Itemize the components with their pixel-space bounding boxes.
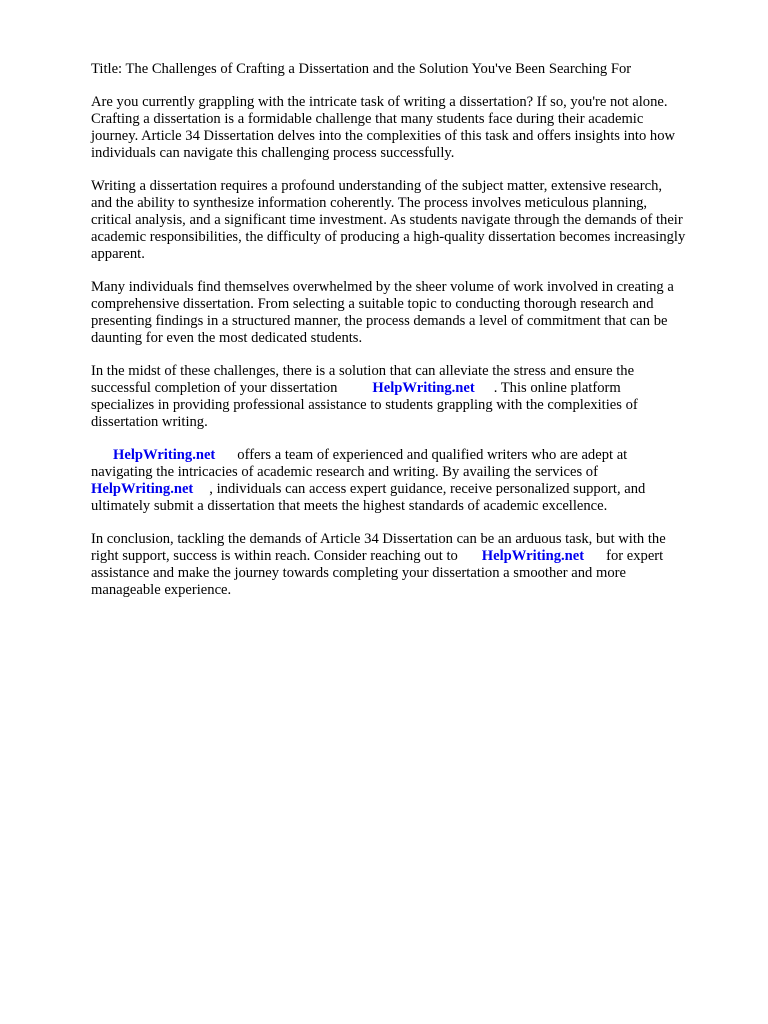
paragraph-1-line-3: journey. Article 34 Dissertation delves into the complexities of this task and offers insights into how <box>91 128 676 144</box>
paragraph-1-line-1: Are you currently grappling with the intricate task of writing a dissertation? If so, you're not alone. <box>91 94 668 110</box>
paragraph-2-line-1: Writing a dissertation requires a profound understanding of the subject matter, extensive research, <box>91 178 663 194</box>
paragraph-2-line-2: and the ability to synthesize information coherently. The process involves meticulous planning, <box>91 195 648 211</box>
paragraph-4-line-3: specializes in providing professional assistance to students grappling with the complexities of <box>91 397 638 413</box>
paragraph-5-line-3-text: , individuals can access expert guidance, receive personalized support, and <box>209 481 646 497</box>
paragraph-5-line-2: navigating the intricacies of academic research and writing. By availing the services of <box>91 464 598 480</box>
paragraph-2-line-4: academic responsibilities, the difficulty of producing a high-quality dissertation becomes increasingly <box>91 229 686 245</box>
helpwriting-link[interactable]: HelpWriting.net <box>113 447 216 463</box>
paragraph-4-line-1: In the midst of these challenges, there is a solution that can alleviate the stress and ensure the <box>91 363 635 379</box>
paragraph-6-line-4: manageable experience. <box>91 582 232 598</box>
paragraph-4-line-4: dissertation writing. <box>91 414 208 430</box>
paragraph-1-line-2: Crafting a dissertation is a formidable challenge that many students face during their academic <box>91 111 644 127</box>
paragraph-3-line-2: comprehensive dissertation. From selecting a suitable topic to conducting thorough research and <box>91 296 654 312</box>
helpwriting-link[interactable]: HelpWriting.net <box>372 380 475 396</box>
paragraph-1-line-4: individuals can navigate this challenging process successfully. <box>91 145 455 161</box>
paragraph-4-line-2 <box>91 380 731 397</box>
helpwriting-link[interactable]: HelpWriting.net <box>481 548 585 564</box>
paragraph-2-line-5: apparent. <box>91 246 145 262</box>
paragraph-6-line-2-text-after: for expert <box>606 548 664 564</box>
paragraph-5-line-4: ultimately submit a dissertation that meets the highest standards of academic excellence. <box>91 498 608 514</box>
paragraph-6-line-1: In conclusion, tackling the demands of Article 34 Dissertation can be an arduous task, but with the <box>91 531 666 547</box>
paragraph-6-line-3: assistance and make the journey towards completing your dissertation a smoother and more <box>91 565 626 581</box>
paragraph-3-line-4: daunting for even the most dedicated students. <box>91 330 363 346</box>
paragraph-5-line-1 <box>113 447 753 464</box>
paragraph-3-line-3: presenting findings in a structured manner, the process demands a level of commitment that can be <box>91 313 668 329</box>
paragraph-3-line-1: Many individuals find themselves overwhelmed by the sheer volume of work involved in creating a <box>91 279 674 295</box>
paragraph-5-line-3 <box>91 481 731 498</box>
paragraph-4-line-2-text-after: . This online platform <box>493 380 621 396</box>
paragraph-2-line-3: critical analysis, and a significant time investment. As students navigate through the demands of their <box>91 212 683 228</box>
helpwriting-link[interactable]: HelpWriting.net <box>91 481 194 497</box>
paragraph-5-line-1-text: offers a team of experienced and qualified writers who are adept at <box>237 447 628 463</box>
document-title: Title: The Challenges of Crafting a Dissertation and the Solution You've Been Searching For <box>91 61 632 77</box>
paragraph-4-line-2-text: successful completion of your dissertation <box>91 380 338 396</box>
paragraph-6-line-2-text: right support, success is within reach. Consider reaching out to <box>91 548 458 564</box>
paragraph-6-line-2 <box>91 548 731 565</box>
